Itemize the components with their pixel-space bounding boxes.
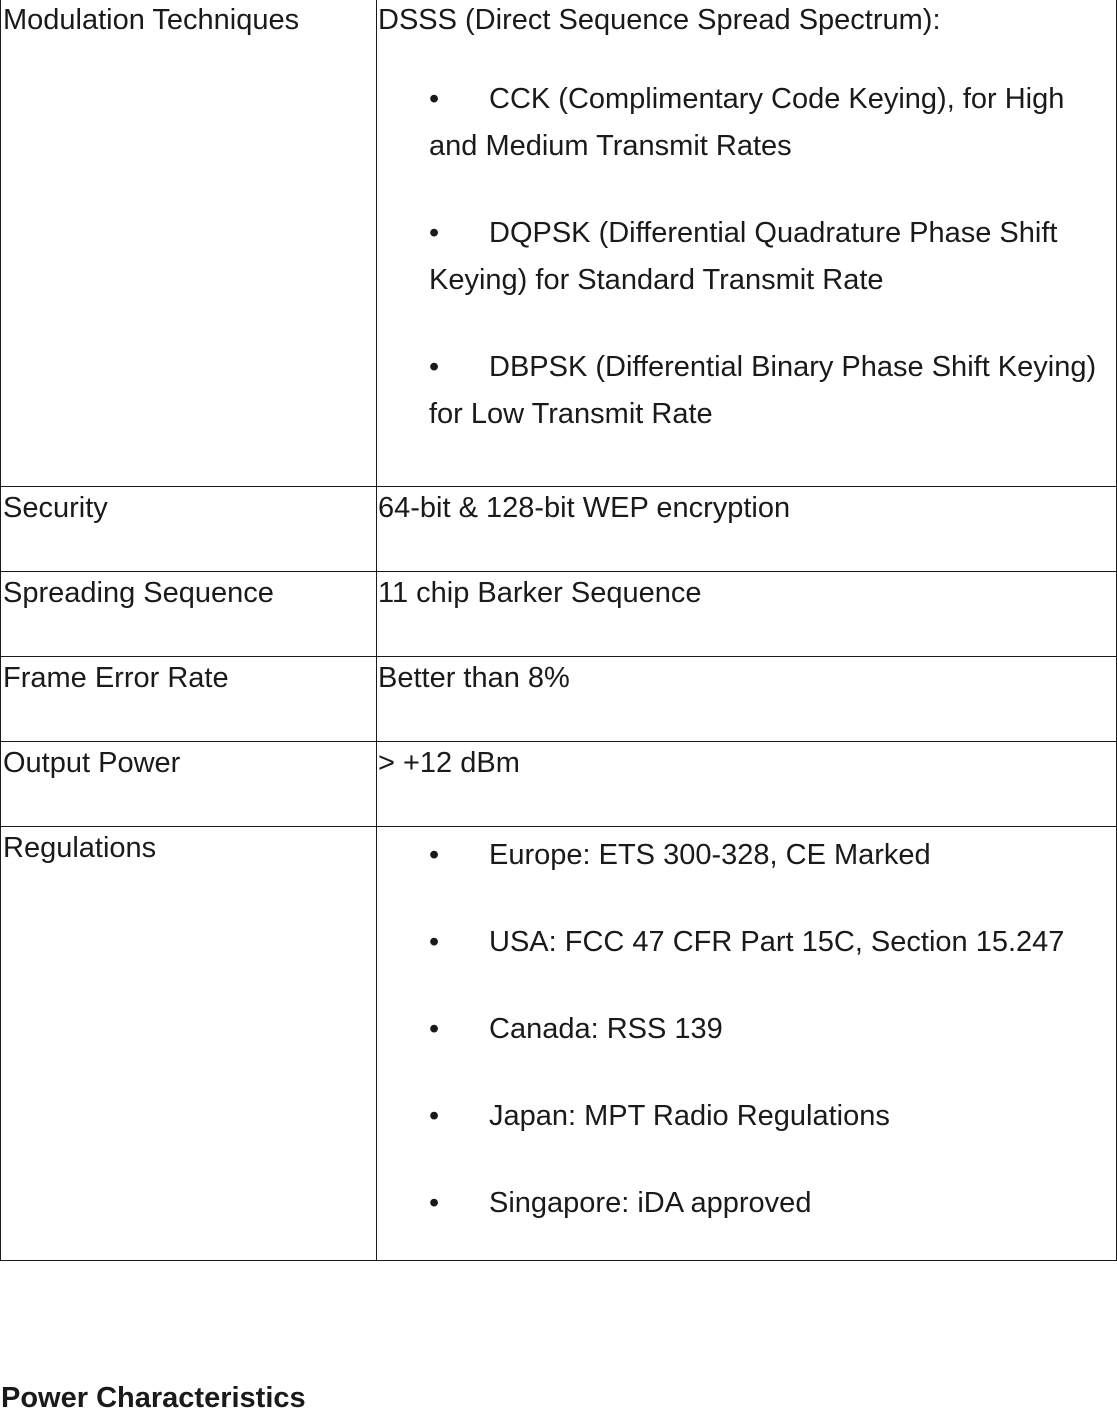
spec-label: Modulation Techniques <box>3 4 300 36</box>
spec-value-cell <box>377 486 1117 571</box>
bullet-icon: • <box>429 1187 440 1220</box>
spec-value-cell <box>377 657 1117 742</box>
table-row <box>1 742 1117 827</box>
spec-value: Better than 8% <box>378 662 570 695</box>
spec-label: Spreading Sequence <box>3 576 274 609</box>
table-row <box>1 657 1117 742</box>
spec-label: Regulations <box>3 832 157 865</box>
spec-value: > +12 dBm <box>378 747 520 780</box>
spec-label-cell <box>1 657 377 742</box>
bullet-icon: • <box>429 83 440 115</box>
bullet-text: Canada: RSS 139 <box>489 1013 723 1046</box>
spec-value-cell <box>377 0 1117 486</box>
spec-label-cell <box>1 827 377 1261</box>
list-item <box>378 1180 1116 1227</box>
bullet-text: Europe: ETS 300-328, CE Marked <box>489 839 931 872</box>
spec-label: Security <box>3 491 108 524</box>
list-item <box>378 1006 1116 1053</box>
spec-label: Output Power <box>3 747 181 780</box>
list-item <box>378 1093 1116 1140</box>
section-heading: Power Characteristics <box>1 1382 306 1414</box>
list-item <box>378 919 1116 966</box>
spec-value: DSSS (Direct Sequence Spread Spectrum): <box>378 4 941 36</box>
modulation-bullet-list <box>378 76 1116 438</box>
table-row <box>1 0 1117 486</box>
spec-label-cell <box>1 0 377 486</box>
spec-value-cell <box>377 571 1117 656</box>
bullet-icon: • <box>429 1013 440 1046</box>
spec-value-cell <box>377 742 1117 827</box>
spec-label-cell <box>1 571 377 656</box>
bullet-text: CCK (Complimentary Code Keying), for High and Medium Transmit Rates <box>429 83 1065 162</box>
regulations-bullet-list <box>378 832 1116 1227</box>
bullet-text: Singapore: iDA approved <box>489 1187 812 1220</box>
bullet-text: DBPSK (Differential Binary Phase Shift Keying) for Low Transmit Rate <box>429 351 1097 430</box>
spec-label: Frame Error Rate <box>3 662 229 695</box>
spec-label-cell <box>1 742 377 827</box>
bullet-icon: • <box>429 926 440 959</box>
spec-value: 64-bit & 128-bit WEP encryption <box>378 491 791 524</box>
bullet-icon: • <box>429 351 440 383</box>
bullet-text: Japan: MPT Radio Regulations <box>489 1100 890 1133</box>
bullet-text: DQPSK (Differential Quadrature Phase Shift Keying) for Standard Transmit Rate <box>429 217 1058 296</box>
list-item <box>378 344 1116 438</box>
table-row <box>1 571 1117 656</box>
list-item <box>378 76 1116 170</box>
bullet-text: USA: FCC 47 CFR Part 15C, Section 15.247 <box>489 926 1065 959</box>
bullet-icon: • <box>429 1100 440 1133</box>
bullet-icon: • <box>429 217 440 249</box>
list-item <box>378 832 1116 879</box>
spec-label-cell <box>1 486 377 571</box>
spec-value-cell <box>377 827 1117 1261</box>
table-row <box>1 486 1117 571</box>
bullet-icon: • <box>429 839 440 872</box>
table-row <box>1 827 1117 1261</box>
list-item <box>378 210 1116 304</box>
spec-value: 11 chip Barker Sequence <box>378 576 702 609</box>
